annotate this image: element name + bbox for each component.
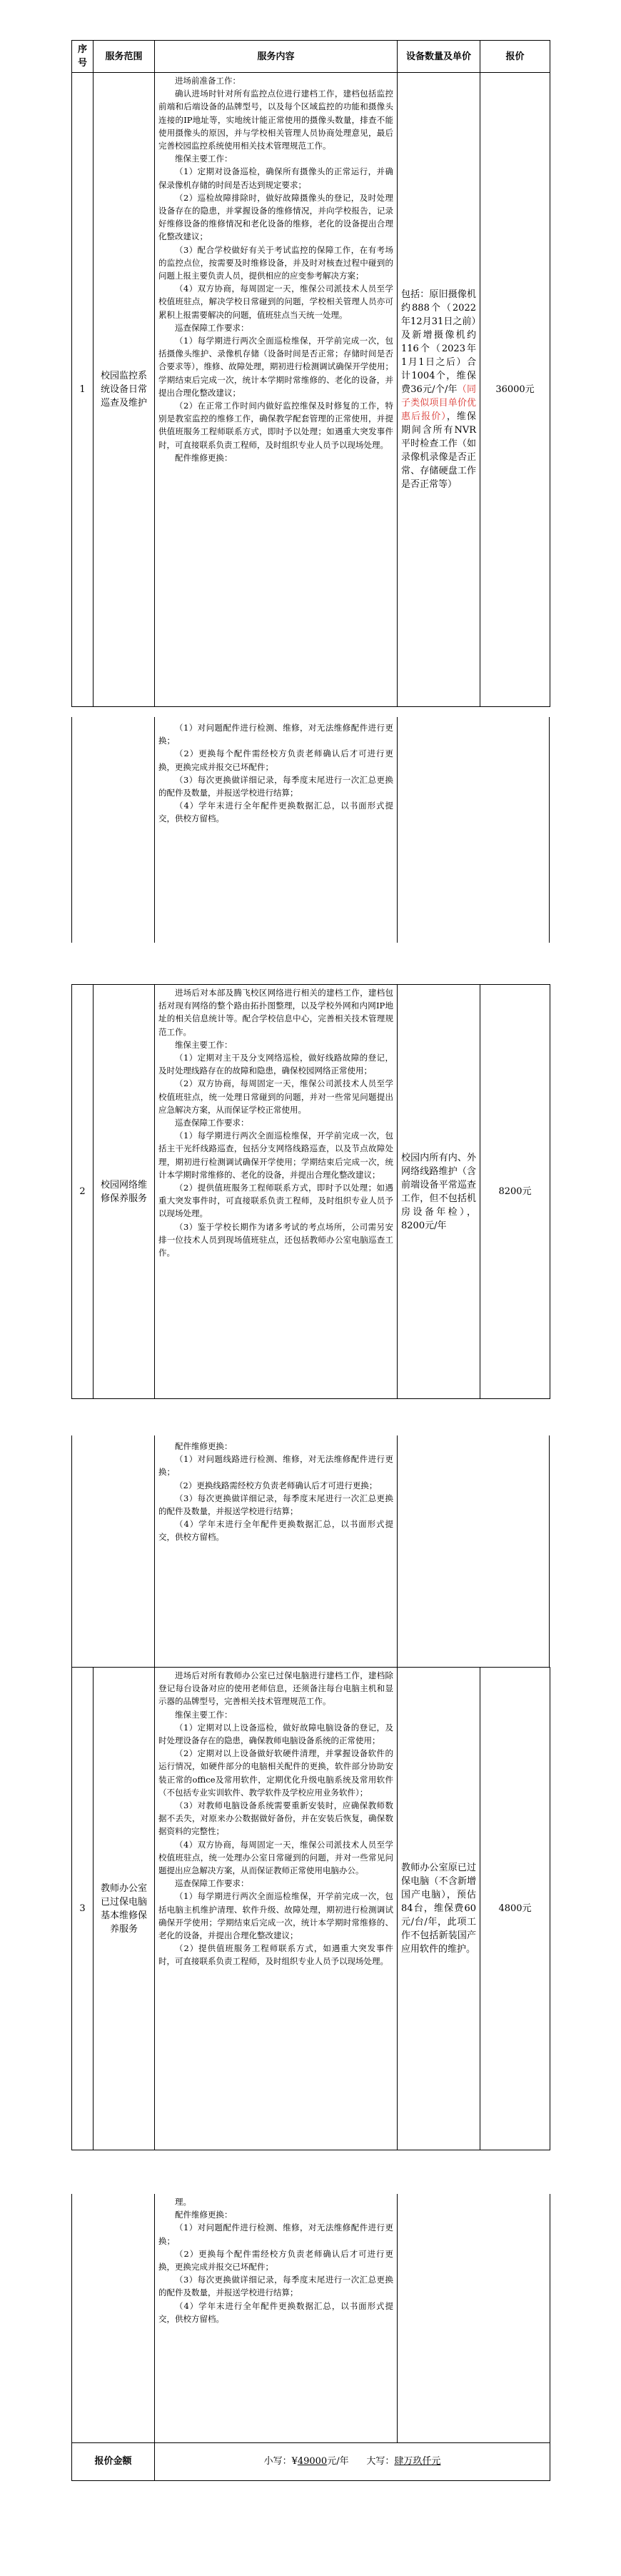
small-amount-label: 小写：¥	[263, 2456, 298, 2467]
row-content	[155, 1668, 398, 2150]
header-price: 报价	[480, 41, 550, 73]
header-qty: 设备数量及单价	[398, 41, 480, 73]
service-table-2	[71, 984, 550, 1399]
content-line: （3）每次更换做详细记录，每季度末尾进行一次汇总更换的配件及数量，并报送学校进行结算；	[158, 774, 393, 798]
blank-cell	[72, 2194, 155, 2442]
row-scope: 教师办公室已过保电脑基本维修保养服务	[94, 1668, 155, 2150]
content-line: （1）定期对主干及分支网络巡检，做好线路故障的登记，及时处理线路存在的故障和隐患，确保校园网络正常使用；	[158, 1053, 393, 1076]
content-line: 配件维修更换：	[175, 452, 233, 463]
table-block-3	[71, 1667, 550, 2150]
big-amount-unit: 元	[431, 2456, 441, 2467]
service-table-4	[71, 2194, 550, 2481]
blank-cell	[398, 2194, 550, 2442]
table-row	[72, 73, 550, 707]
content-line: 巡查保障工作要求：	[175, 1118, 249, 1128]
content-line: （1）定期对以上设备巡检，做好故障电脑设备的登记，及时处理设备存在的隐患，确保教师电脑设备系统的正常使用；	[158, 1722, 393, 1746]
content-line: 确认进场时针对所有监控点位进行建档工作，建档包括监控前端和后端设备的品牌型号，以及每个区域监控的功能和摄像头连接的IP地址等，实地统计能正常使用的摄像头数量，排查不能使用摄像头的原因，并与学校相关管理人员协商处理意见，最后完善校园监控系统使用相关技术管理规范工作。	[158, 89, 393, 151]
service-table	[71, 40, 550, 707]
row-scope: 校园网络维修保养服务	[94, 985, 155, 1399]
row-qty: 校园内所有内、外网络线路维护（含前端设备平常巡查工作，但不包括机房设备年检），8200元/年	[398, 985, 480, 1399]
content-line: （4）学年末进行全年配件更换数据汇总，以书面形式提交，供校方留档。	[158, 1519, 393, 1543]
content-line: （2）双方协商，每周固定一天，维保公司派技术人员至学校值班驻点，统一处理日常碰到的问题，并对一些常见问题提出应急解决方案，从而保证学校正常使用。	[158, 1078, 393, 1115]
content-line: 巡查保障工作要求：	[175, 1878, 249, 1889]
row-price: 4800元	[480, 1668, 550, 2150]
big-amount-label: 大写：	[366, 2456, 395, 2467]
content-line: （3）每次更换做详细记录，每季度末尾进行一次汇总更换的配件及数量，并报送学校进行结算；	[158, 2275, 393, 2298]
content-line: （2）更换线路需经校方负责老师确认后才可进行更换；	[175, 1480, 378, 1490]
content-line: 进场前准备工作：	[175, 76, 241, 86]
row-no: 3	[72, 1668, 94, 2150]
row-price: 8200元	[480, 985, 550, 1399]
content-line: 进场后对本部及腾飞校区网络进行相关的建档工作，建档包括对现有网络的整个路由拓扑图整理，以及学校外网和内网IP地址的相关信息统计等。配合学校信息中心，完善相关技术管理规范工作。	[158, 988, 393, 1037]
content-line: （2）提供值班服务工程师联系方式，如遇重大突发事件时，可直接联系负责工程师，及时组织专业人员予以现场处理。	[158, 1943, 393, 1967]
big-amount-value: 肆万玖仟	[394, 2456, 432, 2467]
content-line: （3）对教师电脑设备系统需要重新安装时，应确保教师数据不丢失，对原来办公数据做好备份，并在安装后恢复，确保数据资料的完整性；	[158, 1800, 393, 1837]
content-line: 维保主要工作：	[175, 154, 233, 164]
continuation-block-1	[71, 717, 550, 943]
qty-highlight: （同子类似项目单价优惠后报价）	[401, 384, 476, 422]
content-line: （4）双方协商，每周固定一天，维保公司派技术人员至学校值班驻点，解决学校日常碰到的问题，学校相关管理人员亦可累积上报需要解决的问题，值班驻点当天统一处理。	[158, 284, 393, 320]
table-block-1	[71, 40, 550, 707]
header-no: 序号	[72, 41, 94, 73]
content-line: （2）在正常工作时间内做好监控维保及时修复的工作，特别是教室监控的维修工作，确保教学配套管理的正常使用，并提供值班服务工程师联系方式，即时予以处理；如遇重大突发事件时，可直接联系负责工程师，及时组织专业人员予以现场处理。	[158, 401, 393, 450]
content-line: （1）每学期进行两次全面巡检维保，开学前完成一次，包括摄像头维护、录像机存储（设备时间是否正常；存储时间是否合要求等），维修、故障处理，期初进行检测调试确保开学使用；学期结束后完成一次，统计本学期时常维修的、老化的设备，并提出合理化整改建议；	[158, 336, 393, 398]
content-line: （4）双方协商，每周固定一天，维保公司派技术人员至学校值班驻点，统一处理办公室日常碰到的问题，并对一些常见问题提出应急解决方案，从而保证教师正常使用电脑办公。	[158, 1839, 393, 1876]
row-content	[155, 73, 398, 707]
row-no: 2	[72, 985, 94, 1399]
continuation-row	[72, 2194, 550, 2442]
continuation-content-2	[154, 1435, 398, 1667]
table-row	[72, 1668, 550, 2150]
continuation-block-2	[71, 1435, 550, 1667]
content-line: 巡查保障工作要求：	[175, 322, 249, 333]
table-header-row	[72, 41, 550, 73]
content-line: （2）巡检故障排除时，做好故障摄像头的登记，及时处理设备存在的隐患，并掌握设备的维修情况，并向学校报告，记录好维修设备的维修情况和老化设备的维修，老化的设备提出合理化整改建议；	[158, 192, 393, 242]
content-line: （2）定期对以上设备做好软硬件清理，并掌握设备软件的运行情况，如硬件部分的电脑相关配件的更换，软件部分协助安装正常的office及常用软件，定期优化升级电脑系统及常用软件（不包括专业实训软件、教学软件及学校应用业务软件）；	[158, 1748, 393, 1798]
content-line: 配件维修更换：	[175, 1441, 233, 1451]
table-block-2	[71, 984, 550, 1399]
content-line: 理。	[175, 2197, 191, 2207]
row-price: 36000元	[480, 73, 550, 707]
content-line: （2）更换每个配件需经校方负责老师确认后才可进行更换，更换完成并报交已坏配件；	[158, 2248, 393, 2272]
content-line: 维保主要工作：	[175, 1709, 233, 1720]
content-line: （2）提供值班服务工程师联系方式，即时予以处理；如遇重大突发事件时，可直接联系负责工程师，及时组织专业人员予以现场处理。	[158, 1183, 393, 1219]
content-line: （4）学年末进行全年配件更换数据汇总，以书面形式提交，供校方留档。	[158, 2300, 393, 2324]
content-line: （1）对问题配件进行检测、维修，对无法维修配件进行更换；	[158, 2222, 393, 2246]
content-line: （4）学年末进行全年配件更换数据汇总，以书面形式提交，供校方留档。	[158, 801, 393, 824]
content-line: （2）更换每个配件需经校方负责老师确认后才可进行更换，更换完成并报交已坏配件；	[158, 748, 393, 772]
content-line: 维保主要工作：	[175, 1039, 233, 1050]
total-row	[72, 2442, 550, 2480]
row-no: 1	[72, 73, 94, 707]
content-line: （3）每次更换做详细记录，每季度末尾进行一次汇总更换的配件及数量，并报送学校进行结算；	[158, 1493, 393, 1517]
small-amount-value: 49000	[297, 2456, 328, 2467]
service-table-3	[71, 1667, 550, 2150]
content-line: （3）配合学校做好有关于考试监控的保障工作，在有考场的监控点位，按需要及时维修设备，并及时对核查过程中碰到的问题上报主要负责人员，提供相应的应变参考解决方案；	[158, 244, 393, 281]
content-line: （1）每学期进行两次全面巡检维保，开学前完成一次，包括电脑主机维护清理、软件升级、故障处理，期初进行检测调试确保开学使用；学期结束后完成一次，统计本学期时常维修的、老化的设备，并提出合理化整改建议；	[158, 1891, 393, 1941]
content-line: （1）对问题配件进行检测、维修，对无法维修配件进行更换；	[158, 723, 393, 746]
total-label: 报价金额	[72, 2442, 155, 2480]
header-content: 服务内容	[155, 41, 398, 73]
content-line: （1）每学期进行两次全面巡检维保，开学前完成一次，包括主干光纤线路巡查，包括分支网络线路巡查，以及节点故障处理，期初进行检测调试确保开学使用；学期结束后完成一次，统计本学期时常维修的、老化的设备，并提出合理化整改建议；	[158, 1131, 393, 1180]
content-line: （1）对问题线路进行检测、维修，对无法维修配件进行更换；	[158, 1454, 393, 1478]
table-block-4	[71, 2194, 550, 2481]
total-value	[155, 2442, 550, 2480]
table-row	[72, 985, 550, 1399]
content-line: 进场后对所有教师办公室已过保电脑进行建档工作，建档除登记每台设备对应的使用老师信息，还须备注每台电脑主机和显示器的品牌型号，完善相关技术管理规范工作。	[158, 1670, 393, 1707]
content-line: （1）定期对设备巡检，确保所有摄像头的正常运行，并确保录像机存储的时间是否达到规定要求；	[158, 166, 393, 190]
content-line: （3）鉴于学校长期作为诸多考试的考点场所，公司需另安排一位技术人员到现场值班驻点，还包括教师办公室电脑巡查工作。	[158, 1221, 393, 1258]
continuation-content-1	[154, 717, 398, 943]
small-amount-unit: 元/年	[327, 2456, 349, 2467]
row-scope: 校园监控系统设备日常巡查及维护	[94, 73, 155, 707]
qty-text: 包括：原旧摄像机约888个（2022年12月31日之前）及新增摄像机约116个（2023年1月1日之后）合计1004个，维保费36元/个/年	[401, 289, 476, 395]
header-scope: 服务范围	[94, 41, 155, 73]
qty-text-2: ，维保期间含所有NVR平时检查工作（如录像机录像是否正常、存储硬盘工作是否正常等）	[401, 411, 476, 490]
row-content	[155, 985, 398, 1399]
continuation-content-3	[155, 2194, 398, 2442]
row-qty	[398, 73, 480, 707]
row-qty: 教师办公室原已过保电脑（不含新增国产电脑），预估84台，维保费60元/台/年，此项工作不包括新装国产应用软件的维护。	[398, 1668, 480, 2150]
content-line: 配件维修更换：	[175, 2210, 233, 2220]
